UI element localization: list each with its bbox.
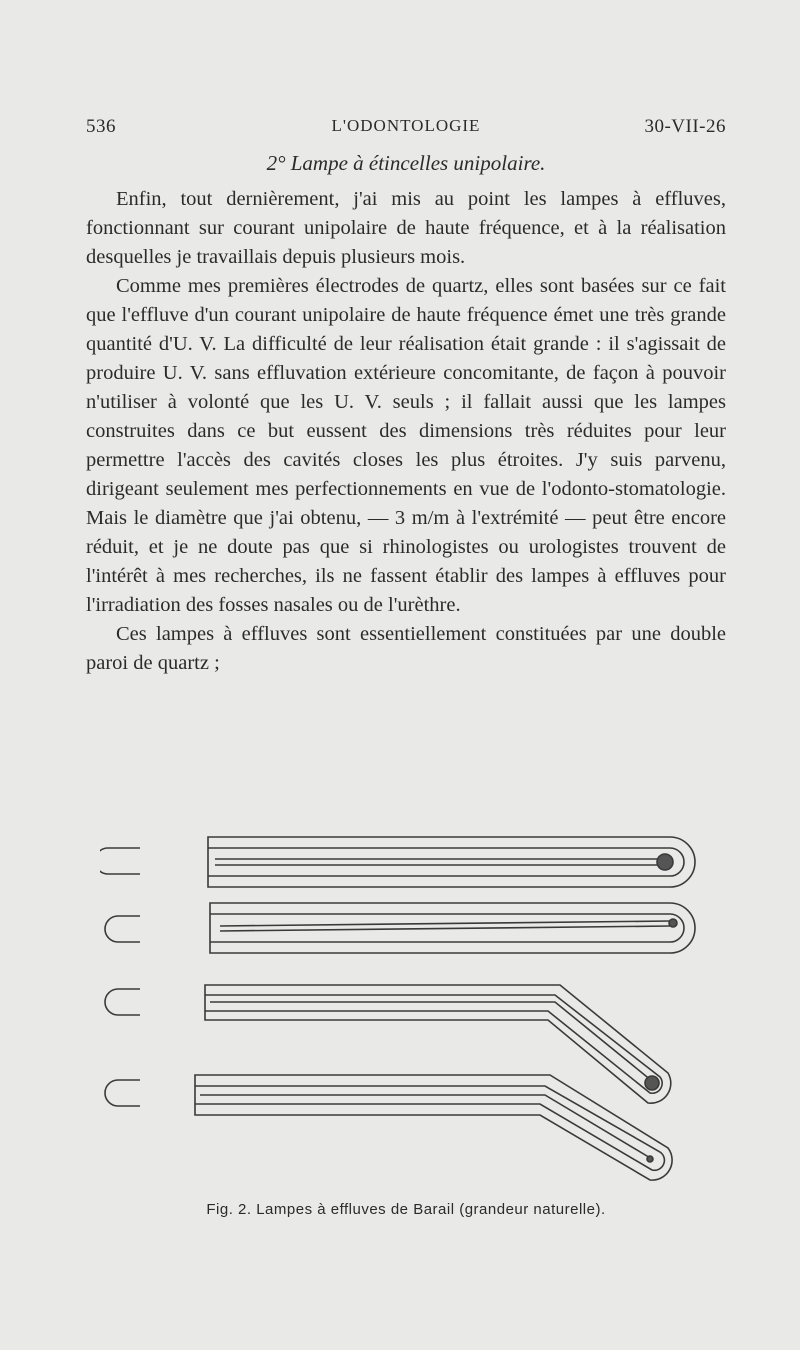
paragraph: Ces lampes à effluves sont essentiellement constituées par une double paroi de quartz ; xyxy=(86,623,726,674)
section-title: 2° Lampe à étincelles unipolaire. xyxy=(266,151,546,175)
paragraph: Enfin, tout dernièrement, j'ai mis au point les lampes à effluves, fonctionnant sur courant unipolaire de haute fréquence, et à la réalisation desquelles je travaillais depuis plusieurs mois. xyxy=(86,188,726,268)
straight-lamp-2 xyxy=(105,903,695,953)
body-text xyxy=(86,185,726,678)
issue-date: 30-VII-26 xyxy=(644,116,726,137)
paragraph: Comme mes premières électrodes de quartz, elles sont basées sur ce fait que l'effluve d'un courant unipolaire de haute fréquence émet une très grande quantité d'U. V. La difficulté de leur réalisation était grande : il s'agissait de produire U. V. sans effluvation extérieure concomitante, de façon à pouvoir n'utiliser à volonté que les U. V. seuls ; il fallait aussi que les lampes construites dans ce but eussent des dimensions très réduites pour leur permettre l'accès des cavités closes les plus étroites. J'y suis parvenu, dirigeant seulement mes perfectionnements en vue de l'odonto-stomatologie. Mais le diamètre que j'ai obtenu, — 3 m/m à l'extrémité — peut être encore réduit, et je ne doute pas que si rhinologistes ou urologistes trouvent de l'intérêt à mes recherches, ils ne fassent établir des lampes à effluves pour l'irradiation des fosses nasales ou de l'urèthre. xyxy=(86,275,726,616)
straight-lamp-1 xyxy=(100,837,695,887)
bent-lamp-2 xyxy=(105,1075,672,1180)
lamps-figure xyxy=(100,815,700,1195)
running-header xyxy=(86,116,726,146)
figure-caption: Fig. 2. Lampes à effluves de Barail (grandeur naturelle). xyxy=(206,1201,606,1218)
page-number: 536 xyxy=(86,116,116,137)
journal-title: L'ODONTOLOGIE xyxy=(331,116,481,135)
